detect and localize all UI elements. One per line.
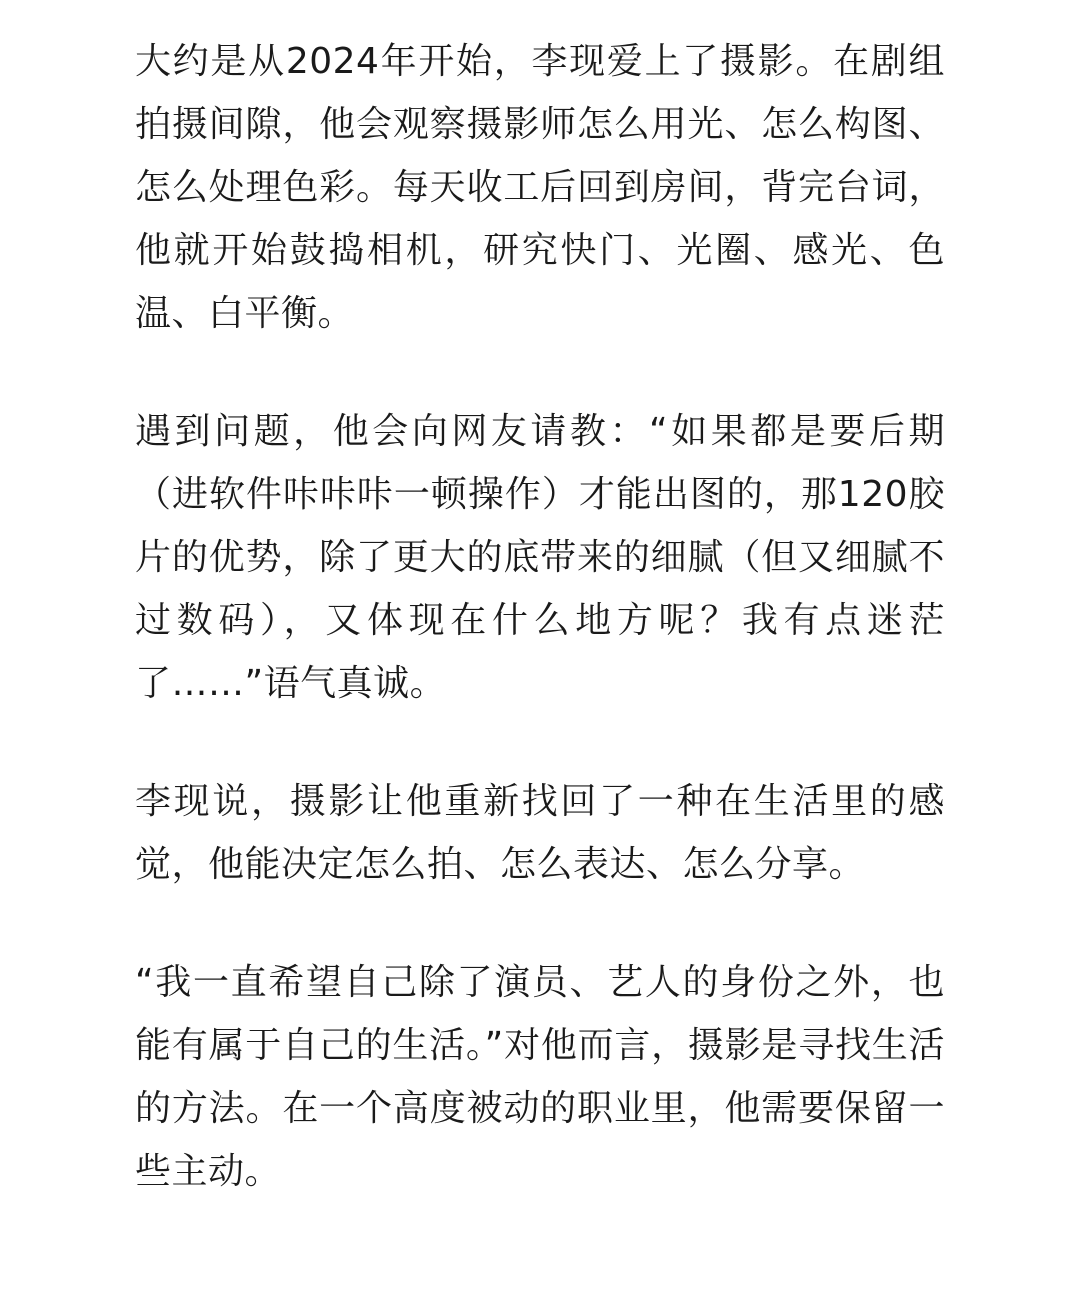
article-paragraph-4: “我一直希望自己除了演员、艺人的身份之外，也能有属于自己的生活。”对他而言，摄影是寻找生活的方法。在一个高度被动的职业里，他需要保留一些主动。 <box>135 962 945 1192</box>
article-paragraph-2: 遇到问题，他会向网友请教：“如果都是要后期（进软件咔咔咔一顿操作）才能出图的，那120胶片的优势，除了更大的底带来的细腻（但又细腻不过数码），又体现在什么地方呢？我有点迷茫了……”语气真诚。 <box>135 411 945 704</box>
article-paragraph-1: 大约是从2024年开始，李现爱上了摄影。在剧组拍摄间隙，他会观察摄影师怎么用光、怎么构图、怎么处理色彩。每天收工后回到房间，背完台词，他就开始鼓捣相机，研究快门、光圈、感光、色温、白平衡。 <box>135 41 945 334</box>
article-paragraph-3: 李现说，摄影让他重新找回了一种在生活里的感觉，他能决定怎么拍、怎么表达、怎么分享。 <box>135 781 945 885</box>
article-body <box>135 30 945 1258</box>
